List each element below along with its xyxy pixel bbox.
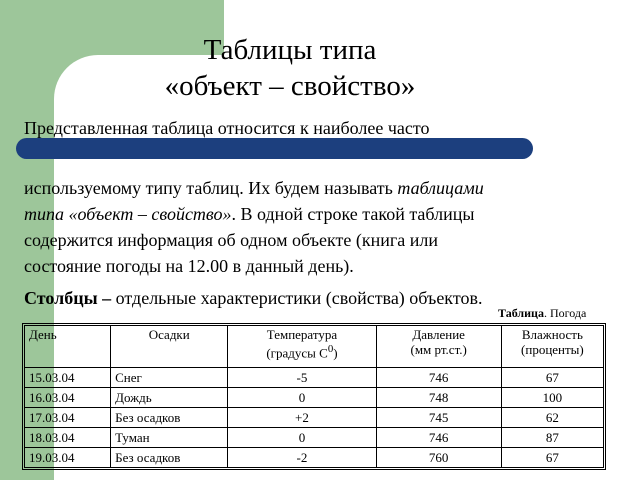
table-caption-label: Таблица: [498, 306, 544, 320]
weather-table: [24, 325, 604, 468]
paragraph-intro: [24, 115, 430, 141]
paragraph-description-line-2: [24, 201, 484, 227]
table-caption: [498, 306, 586, 320]
cell-precipitation: Дождь: [111, 388, 228, 408]
cell-temperature: +2: [228, 408, 376, 428]
cell-humidity: 62: [501, 408, 603, 428]
decorative-blue-bar: [16, 138, 533, 159]
paragraph-intro-text: Представленная таблица относится к наиболее часто: [24, 118, 430, 138]
table-header-row: [25, 326, 604, 368]
header-pressure-line-1: Давление: [412, 327, 465, 342]
paragraph-text: используемому типу таблиц. Их будем называть: [24, 178, 398, 198]
cell-humidity: 100: [501, 388, 603, 408]
cell-temperature: -2: [228, 448, 376, 468]
columns-term: Столбцы –: [24, 288, 112, 308]
header-humidity-line-2: (проценты): [521, 342, 584, 357]
cell-humidity: 67: [501, 368, 603, 388]
italic-term: типа «объект – свойство»: [24, 204, 232, 224]
cell-pressure: 760: [376, 448, 501, 468]
slide-title: [60, 32, 520, 104]
header-precipitation: Осадки: [111, 326, 228, 368]
cell-pressure: 748: [376, 388, 501, 408]
header-pressure-line-2: (мм рт.ст.): [410, 342, 467, 357]
cell-temperature: 0: [228, 428, 376, 448]
cell-precipitation: Снег: [111, 368, 228, 388]
table-row: [25, 448, 604, 468]
table-row: [25, 428, 604, 448]
header-day: День: [25, 326, 111, 368]
title-line-2: «объект – свойство»: [164, 70, 416, 102]
cell-precipitation: Без осадков: [111, 448, 228, 468]
paragraph-description-line-4: состояние погоды на 12.00 в данный день).: [24, 256, 354, 276]
paragraph-description: [24, 175, 484, 279]
paragraph-description-line-1: [24, 175, 484, 201]
cell-day: 16.03.04: [25, 388, 111, 408]
header-temperature-unit: (градусы С: [266, 345, 328, 361]
cell-day: 19.03.04: [25, 448, 111, 468]
cell-temperature: -5: [228, 368, 376, 388]
header-humidity-line-1: Влажность: [521, 327, 583, 342]
cell-humidity: 87: [501, 428, 603, 448]
columns-definition: отдельные характеристики (свойства) объектов.: [111, 288, 483, 308]
table-row: [25, 388, 604, 408]
header-humidity: [501, 326, 603, 368]
table-row: [25, 408, 604, 428]
italic-term: таблицами: [397, 178, 484, 198]
cell-precipitation: Туман: [111, 428, 228, 448]
paragraph-text: . В одной строке такой таблицы: [231, 204, 475, 224]
header-temperature-line-1: Температура: [266, 327, 338, 342]
paragraph-columns: [24, 285, 482, 311]
header-temperature-close: ): [333, 345, 338, 361]
header-temperature: [228, 326, 376, 368]
weather-table-frame: [22, 323, 606, 470]
cell-pressure: 745: [376, 408, 501, 428]
header-pressure: [376, 326, 501, 368]
cell-humidity: 67: [501, 448, 603, 468]
table-caption-title: . Погода: [543, 306, 587, 320]
cell-pressure: 746: [376, 428, 501, 448]
title-line-1: Таблицы типа: [203, 34, 377, 66]
paragraph-description-line-3: содержится информация об одном объекте (книга или: [24, 230, 438, 250]
header-temperature-degree: 0: [327, 343, 334, 355]
header-temperature-line-2: [232, 342, 371, 360]
cell-precipitation: Без осадков: [111, 408, 228, 428]
cell-day: 18.03.04: [25, 428, 111, 448]
cell-temperature: 0: [228, 388, 376, 408]
cell-pressure: 746: [376, 368, 501, 388]
cell-day: 17.03.04: [25, 408, 111, 428]
cell-day: 15.03.04: [25, 368, 111, 388]
table-row: [25, 368, 604, 388]
